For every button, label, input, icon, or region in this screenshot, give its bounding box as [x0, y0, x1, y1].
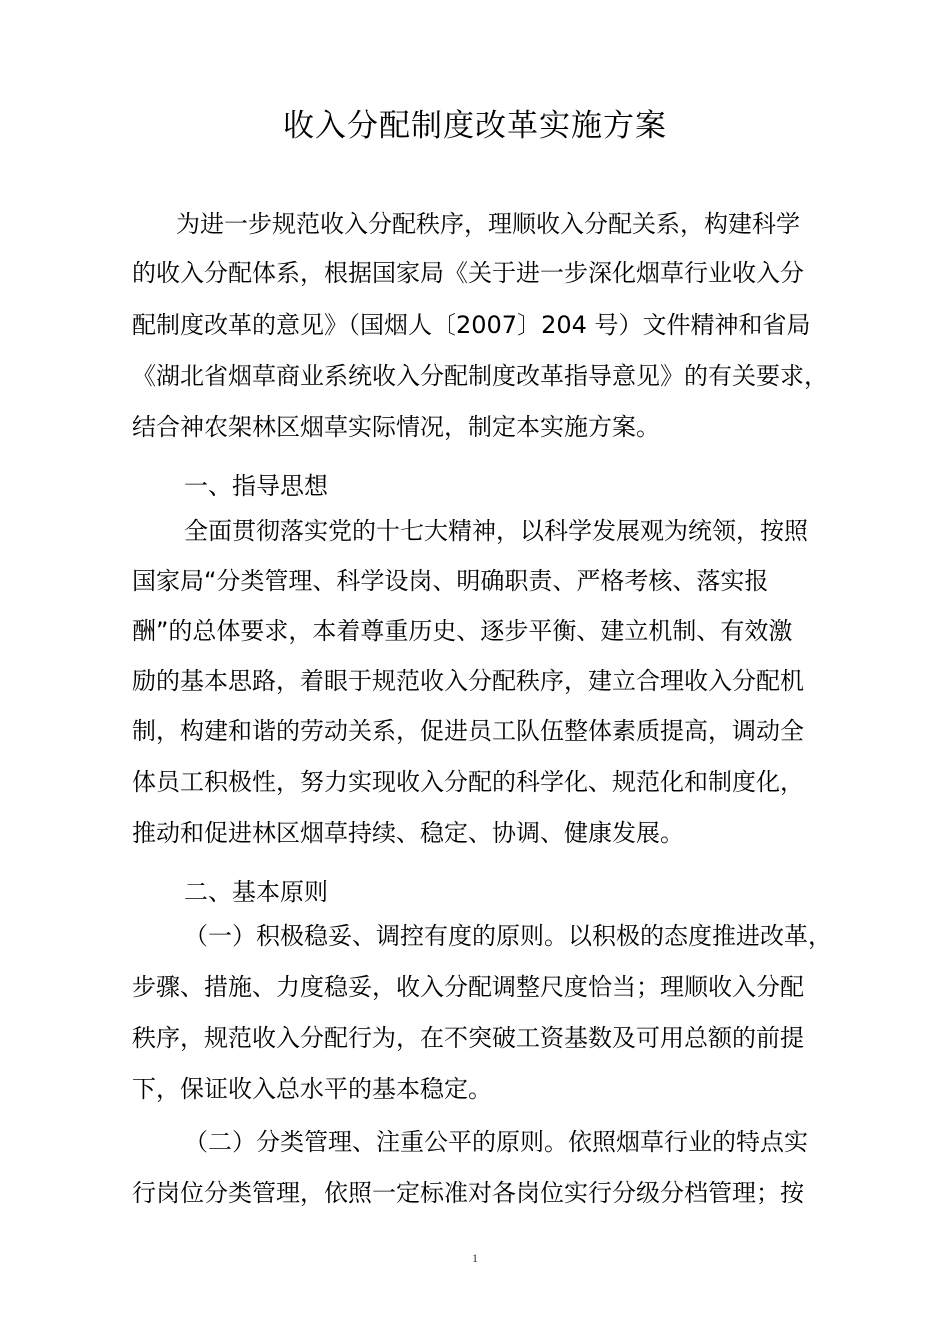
intro-line-4: 《湖北省烟草商业系统收入分配制度改革指导意见》的有关要求，	[132, 362, 828, 390]
section-heading-guiding-ideology: 一、指导思想	[184, 472, 328, 500]
principle1-line-2: 步骤、措施、力度稳妥，收入分配调整尺度恰当；理顺收入分配	[132, 973, 804, 1001]
intro-line-3: 配制度改革的意见》（国烟人〔2007〕204 号）文件精神和省局	[132, 311, 811, 339]
intro-line-5: 结合神农架林区烟草实际情况，制定本实施方案。	[132, 413, 660, 441]
intro-line-1: 为进一步规范收入分配秩序，理顺收入分配关系，构建科学	[176, 210, 800, 238]
principle1-line-3: 秩序，规范收入分配行为，在不突破工资基数及可用总额的前提	[132, 1024, 804, 1052]
principle2-line-2: 行岗位分类管理，依照一定标准对各岗位实行分级分档管理；按	[132, 1179, 804, 1207]
section1-line-1: 全面贯彻落实党的十七大精神，以科学发展观为统领，按照	[184, 517, 808, 545]
document-title: 收入分配制度改革实施方案	[283, 108, 667, 144]
section-heading-basic-principles: 二、基本原则	[184, 878, 328, 906]
section1-line-7: 推动和促进林区烟草持续、稳定、协调、健康发展。	[132, 819, 684, 847]
principle1-line-1: （一）积极稳妥、调控有度的原则。以积极的态度推进改革，	[184, 922, 832, 950]
page-number: 1	[472, 1251, 478, 1265]
section1-line-5: 制，构建和谐的劳动关系，促进员工队伍整体素质提高，调动全	[132, 717, 804, 745]
section1-line-4: 励的基本思路，着眼于规范收入分配秩序，建立合理收入分配机	[132, 667, 804, 695]
intro-line-2: 的收入分配体系，根据国家局《关于进一步深化烟草行业收入分	[132, 259, 804, 287]
section1-line-3: 酬”的总体要求，本着尊重历史、逐步平衡、建立机制、有效激	[132, 617, 793, 645]
section1-line-6: 体员工积极性，努力实现收入分配的科学化、规范化和制度化，	[132, 768, 804, 796]
section1-line-2: 国家局“分类管理、科学设岗、明确职责、严格考核、落实报	[132, 567, 769, 595]
principle2-line-1: （二）分类管理、注重公平的原则。依照烟草行业的特点实	[184, 1128, 808, 1156]
principle1-line-4: 下，保证收入总水平的基本稳定。	[132, 1075, 492, 1103]
